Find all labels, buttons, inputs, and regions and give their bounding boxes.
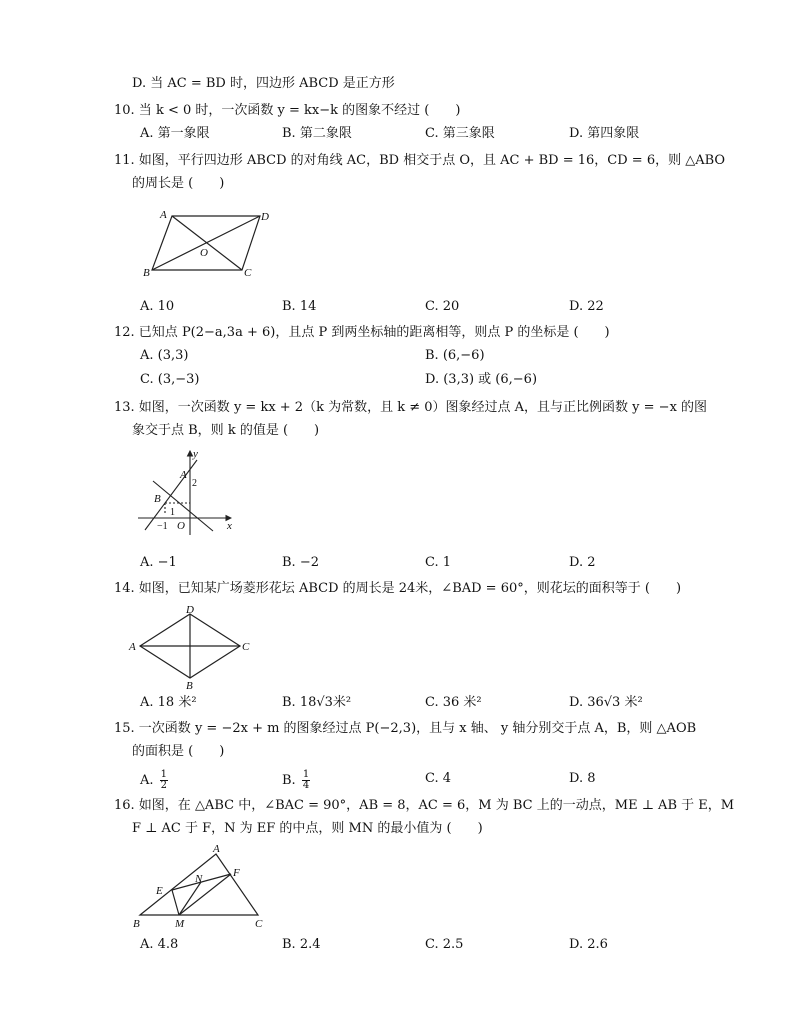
q16-option-a: A. 4.8 (140, 937, 179, 952)
q15-option-b-label: B. (282, 773, 296, 788)
q13-label-b: B (154, 493, 161, 505)
q15-stem-line-1: 15. 一次函数 y = −2x + m 的图象经过点 P(−2,3)，且与 x 轴、 y 轴分别交于点 A，B，则 △AOB (114, 721, 697, 736)
q15-option-a-label: A. (140, 773, 154, 788)
q15-option-a-fraction (160, 770, 168, 791)
q16-label-a: A (213, 843, 220, 855)
q10-option-c: C. 第三象限 (425, 126, 495, 141)
q12-option-d: D. (3,3) 或 (6,−6) (425, 372, 538, 387)
q10-option-d: D. 第四象限 (569, 126, 640, 141)
q15-option-a (140, 770, 168, 791)
q12-option-a: A. (3,3) (140, 348, 189, 363)
q14-label-b: B (186, 680, 193, 690)
q11-parallelogram-figure (140, 205, 280, 280)
q15-option-b-denominator: 4 (302, 780, 310, 791)
q14-option-d: D. 36√3 米² (569, 695, 643, 710)
q10-stem: 10. 当 k < 0 时，一次函数 y = kx−k 的图象不经过 ( ) (114, 103, 461, 118)
q14-label-c: C (242, 641, 250, 653)
q16-stem-line-1: 16. 如图，在 △ABC 中，∠BAC = 90°，AB = 8，AC = 6，M 为 BC 上的一动点，ME ⊥ AB 于 E，M (114, 798, 735, 813)
q11-option-d: D. 22 (569, 299, 604, 314)
q15-option-b-fraction (302, 770, 310, 791)
q15-option-a-numerator: 1 (160, 769, 168, 780)
q14-label-d: D (186, 604, 194, 616)
q16-stem-line-2: F ⊥ AC 于 F，N 为 EF 的中点，则 MN 的最小值为 ( ) (132, 821, 483, 836)
q15-stem-line-2: 的面积是 ( ) (132, 744, 225, 759)
q14-option-a: A. 18 米² (140, 695, 197, 710)
q13-label-y: y (193, 448, 198, 460)
q14-option-c: C. 36 米² (425, 695, 482, 710)
q13-option-a: A. −1 (140, 555, 177, 570)
q10-option-b: B. 第二象限 (282, 126, 352, 141)
q13-stem-line-1: 13. 如图，一次函数 y = kx + 2（k 为常数，且 k ≠ 0）图象经过点 A，且与正比例函数 y = −x 的图 (114, 400, 708, 415)
q11-option-b: B. 14 (282, 299, 317, 314)
q11-stem-line-1: 11. 如图，平行四边形 ABCD 的对角线 AC，BD 相交于点 O，且 AC + BD = 16，CD = 6，则 △ABO (114, 153, 726, 168)
q12-option-b: B. (6,−6) (425, 348, 485, 363)
q13-label-2: 2 (192, 478, 197, 489)
q16-label-e: E (156, 885, 163, 897)
q13-option-b: B. −2 (282, 555, 319, 570)
q12-stem: 12. 已知点 P(2−a,3a + 6)，且点 P 到两坐标轴的距离相等，则点 P 的坐标是 ( ) (114, 325, 610, 340)
q11-label-c: C (244, 267, 252, 279)
q14-label-a: A (129, 641, 136, 653)
q11-label-d: D (261, 211, 269, 223)
q11-option-a: A. 10 (140, 299, 175, 314)
q11-stem-line-2: 的周长是 ( ) (132, 176, 225, 191)
q11-label-o: O (200, 247, 208, 259)
q13-label-x: x (227, 520, 232, 532)
q16-label-n: N (195, 873, 203, 885)
q15-option-c: C. 4 (425, 771, 452, 786)
q15-option-d: D. 8 (569, 771, 596, 786)
q12-option-c: C. (3,−3) (140, 372, 200, 387)
q16-option-b: B. 2.4 (282, 937, 321, 952)
q13-option-d: D. 2 (569, 555, 596, 570)
q14-rhombus-figure (128, 602, 256, 690)
q15-option-a-denominator: 2 (160, 780, 168, 791)
q13-option-c: C. 1 (425, 555, 452, 570)
q11-label-b: B (143, 267, 150, 279)
q11-label-a: A (160, 209, 167, 221)
q13-label-o: O (177, 520, 185, 532)
q16-option-d: D. 2.6 (569, 937, 608, 952)
q16-label-f: F (233, 867, 240, 879)
q14-stem: 14. 如图，已知某广场菱形花坛 ABCD 的周长是 24米，∠BAD = 60°，则花坛的面积等于 ( ) (114, 581, 682, 596)
q9-option-d: D. 当 AC = BD 时，四边形 ABCD 是正方形 (132, 76, 395, 91)
q11-option-c: C. 20 (425, 299, 460, 314)
q15-option-b (282, 770, 310, 791)
q10-option-a: A. 第一象限 (140, 126, 210, 141)
q14-option-b: B. 18√3米² (282, 695, 352, 710)
q13-label-1: 1 (170, 507, 175, 518)
q16-option-c: C. 2.5 (425, 937, 464, 952)
q16-label-b: B (133, 918, 140, 930)
q13-stem-line-2: 象交于点 B，则 k 的值是 ( ) (132, 423, 320, 438)
q16-triangle-figure (128, 842, 273, 934)
q13-label-neg1: −1 (157, 521, 168, 532)
q16-label-m: M (175, 918, 185, 930)
q15-option-b-numerator: 1 (302, 769, 310, 780)
q13-function-graph-figure (135, 445, 240, 540)
q13-label-a: A (180, 469, 187, 481)
q16-label-c: C (255, 918, 263, 930)
